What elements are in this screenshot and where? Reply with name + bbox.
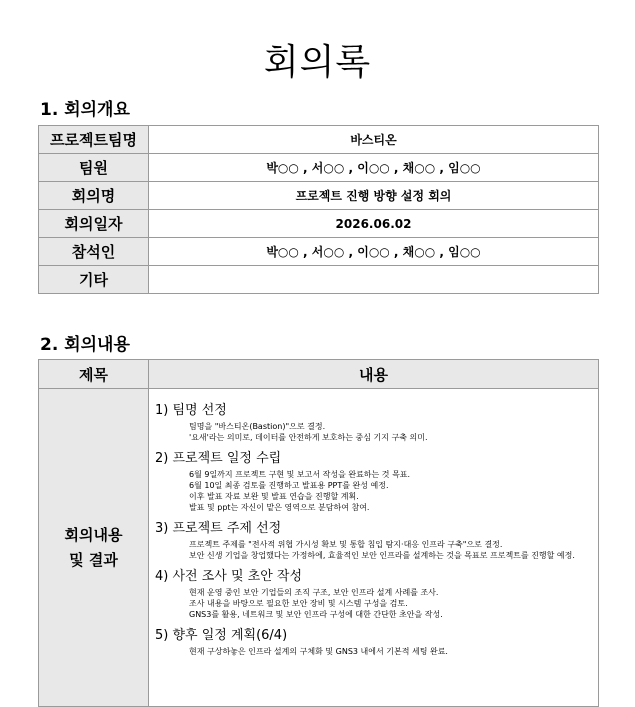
row-label: 회의일자 xyxy=(39,210,149,238)
row-value: 박○○ , 서○○ , 이○○ , 채○○ , 임○○ xyxy=(149,238,599,266)
table-row xyxy=(39,182,599,210)
row-value: 바스티온 xyxy=(149,126,599,154)
agenda-item-title: 1) 팀명 선정 xyxy=(155,403,227,418)
table-row xyxy=(39,389,599,707)
agenda-item-line: 6월 9일까지 프로젝트 구현 및 보고서 작성을 완료하는 것 목표. xyxy=(189,470,411,479)
column-header-content: 내용 xyxy=(149,360,599,389)
agenda-item-line: 보안 신생 기업을 창업했다는 가정하에, 효율적인 보안 인프라를 설계하는 것을 목표로 프로젝트를 진행할 예정. xyxy=(189,551,575,560)
document-title: 회의록 xyxy=(263,42,372,83)
agenda-item xyxy=(155,401,590,443)
table-row xyxy=(39,266,599,294)
agenda-item-line: '요새'라는 의미로, 데이터를 안전하게 보호하는 중심 기지 구축 의미. xyxy=(189,433,428,442)
row-value: 프로젝트 진행 방향 설정 회의 xyxy=(149,182,599,210)
agenda-item-line: 현재 구상하놓은 인프라 설계의 구체화 및 GNS3 내에서 기본적 세팅 완료. xyxy=(189,647,448,656)
row-value: 박○○ , 서○○ , 이○○ , 채○○ , 임○○ xyxy=(149,154,599,182)
table-row xyxy=(39,238,599,266)
row-label: 팀원 xyxy=(39,154,149,182)
agenda-item xyxy=(155,449,590,513)
agenda-item xyxy=(155,519,590,561)
agenda-item-line: 이후 발표 자료 보완 및 발표 연습을 진행할 계획. xyxy=(189,492,359,501)
agenda-item-line: 발표 및 ppt는 자신이 맡은 영역으로 분담하여 참여. xyxy=(189,503,370,512)
row-value: 2026.06.02 xyxy=(149,210,599,238)
table-row xyxy=(39,126,599,154)
table-row xyxy=(39,154,599,182)
table-header-row xyxy=(39,360,599,389)
row-label: 참석인 xyxy=(39,238,149,266)
column-header-title: 제목 xyxy=(39,360,149,389)
agenda-item-title: 3) 프로젝트 주제 선정 xyxy=(155,521,282,536)
row-label: 기타 xyxy=(39,266,149,294)
agenda-item xyxy=(155,567,590,620)
row-value xyxy=(149,266,599,294)
row-label-line: 회의내용 xyxy=(64,525,123,544)
agenda-item xyxy=(155,626,590,657)
agenda-item-title: 4) 사전 조사 및 초안 작성 xyxy=(155,569,303,584)
row-label-line: 및 결과 xyxy=(69,550,118,569)
agenda-item-line: GNS3를 활용, 네트워크 및 보안 인프라 구성에 대한 간단한 초안을 작성. xyxy=(189,610,443,619)
meeting-content-cell xyxy=(149,389,599,707)
agenda-item-line: 6월 10일 최종 검토를 진행하고 발표용 PPT를 완성 예정. xyxy=(189,481,389,490)
agenda-item-line: 팀명을 "바스티온(Bastion)"으로 결정. xyxy=(189,422,326,431)
row-label: 프로젝트팀명 xyxy=(39,126,149,154)
agenda-item-line: 프로젝트 주제를 "전사적 위협 가시성 확보 및 통합 침입 탐지·대응 인프라 구축"으로 결정. xyxy=(189,540,503,549)
agenda-item-line: 조사 내용을 바탕으로 필요한 보안 장비 및 시스템 구성을 검토. xyxy=(189,599,408,608)
content-table xyxy=(38,359,599,707)
agenda-item-title: 2) 프로젝트 일정 수립 xyxy=(155,451,282,466)
agenda-item-title: 5) 향후 일정 계획(6/4) xyxy=(155,628,288,643)
table-row xyxy=(39,210,599,238)
row-label-cell xyxy=(39,389,149,707)
agenda-item-line: 현재 운영 중인 보안 기업들의 조직 구조, 보안 인프라 설계 사례를 조사. xyxy=(189,588,439,597)
overview-table xyxy=(38,125,599,294)
row-label: 회의명 xyxy=(39,182,149,210)
section-heading-content: 2. 회의내용 xyxy=(40,335,130,355)
section-heading-overview: 1. 회의개요 xyxy=(40,100,130,120)
